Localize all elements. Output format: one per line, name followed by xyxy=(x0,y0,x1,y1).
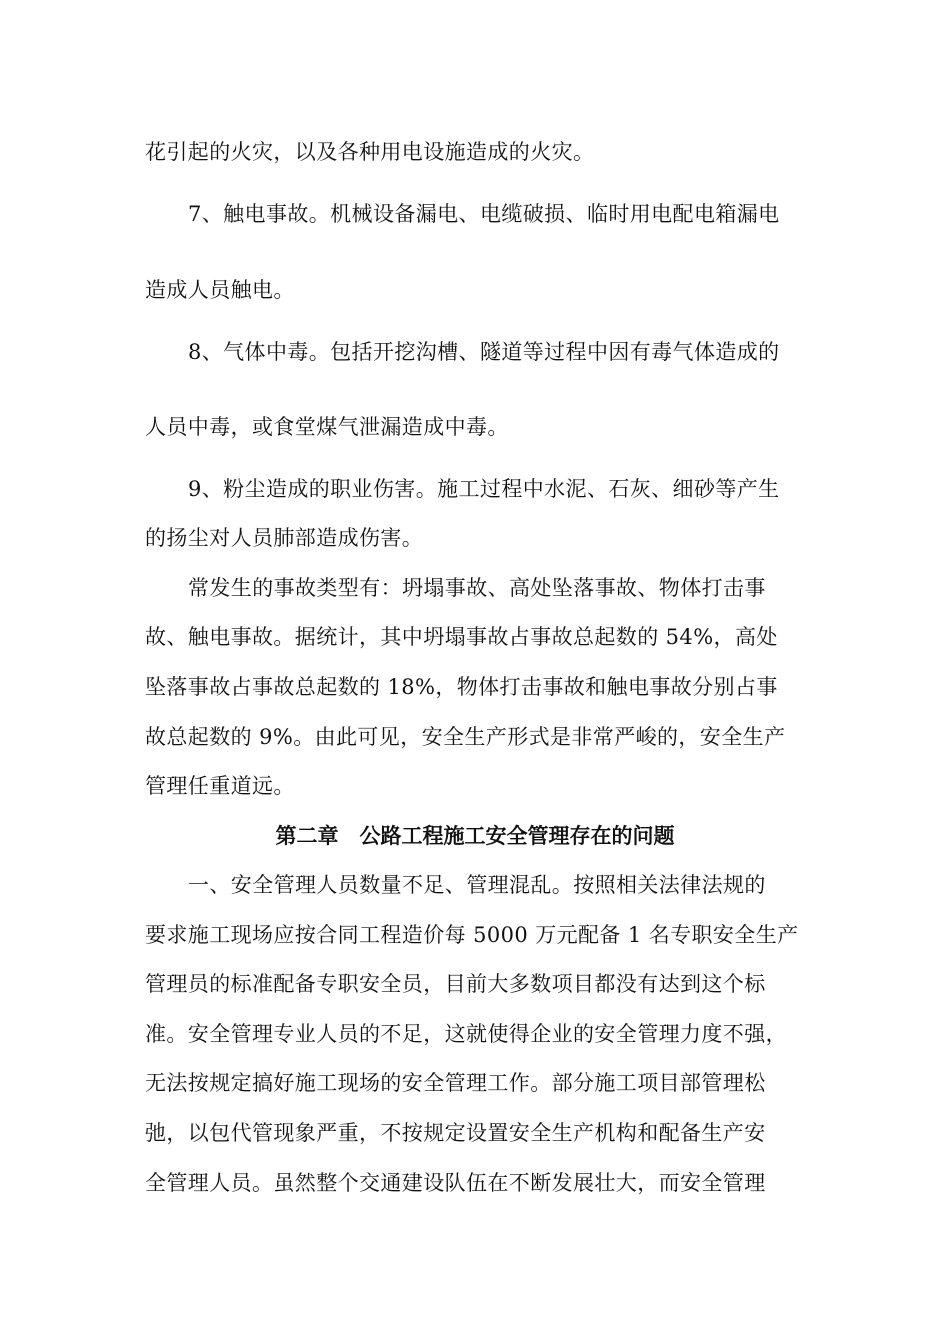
text-line: 全管理人员。虽然整个交通建设队伍在不断发展壮大，而安全管理 xyxy=(145,1171,766,1195)
text-line: 管理任重道远。 xyxy=(145,774,295,798)
text-line: 8、气体中毒。包括开挖沟槽、隧道等过程中因有毒气体造成的 xyxy=(188,340,780,364)
text-line: 管理员的标准配备专职安全员，目前大多数项目都没有达到这个标 xyxy=(145,972,766,996)
text-line: 一、安全管理人员数量不足、管理混乱。按照相关法律法规的 xyxy=(188,873,766,897)
text-line: 准。安全管理专业人员的不足，这就使得企业的安全管理力度不强， xyxy=(145,1022,787,1046)
text-line: 弛，以包代管现象严重，不按规定设置安全生产机构和配备生产安 xyxy=(145,1121,766,1145)
text-line: 人员中毒，或食堂煤气泄漏造成中毒。 xyxy=(145,415,509,439)
text-line: 故总起数的 9%。由此可见，安全生产形式是非常严峻的，安全生产 xyxy=(145,725,786,749)
text-line: 花引起的火灾，以及各种用电设施造成的火灾。 xyxy=(145,140,595,164)
text-line: 造成人员触电。 xyxy=(145,278,295,302)
text-line: 7、触电事故。机械设备漏电、电缆破损、临时用电配电箱漏电 xyxy=(188,202,780,226)
text-line: 故、触电事故。据统计，其中坍塌事故占事故总起数的 54%，高处 xyxy=(145,625,778,649)
text-line: 的扬尘对人员肺部造成伤害。 xyxy=(145,526,424,550)
text-line: 9、粉尘造成的职业伤害。施工过程中水泥、石灰、细砂等产生 xyxy=(188,477,780,501)
text-line: 无法按规定搞好施工现场的安全管理工作。部分施工项目部管理松 xyxy=(145,1071,766,1095)
text-line: 要求施工现场应按合同工程造价每 5000 万元配备 1 名专职安全生产 xyxy=(145,923,799,947)
text-line: 常发生的事故类型有：坍塌事故、高处坠落事故、物体打击事 xyxy=(188,576,766,600)
text-line: 坠落事故占事故总起数的 18%，物体打击事故和触电事故分别占事 xyxy=(145,675,778,699)
chapter-heading: 第二章 公路工程施工安全管理存在的问题 xyxy=(275,823,675,848)
